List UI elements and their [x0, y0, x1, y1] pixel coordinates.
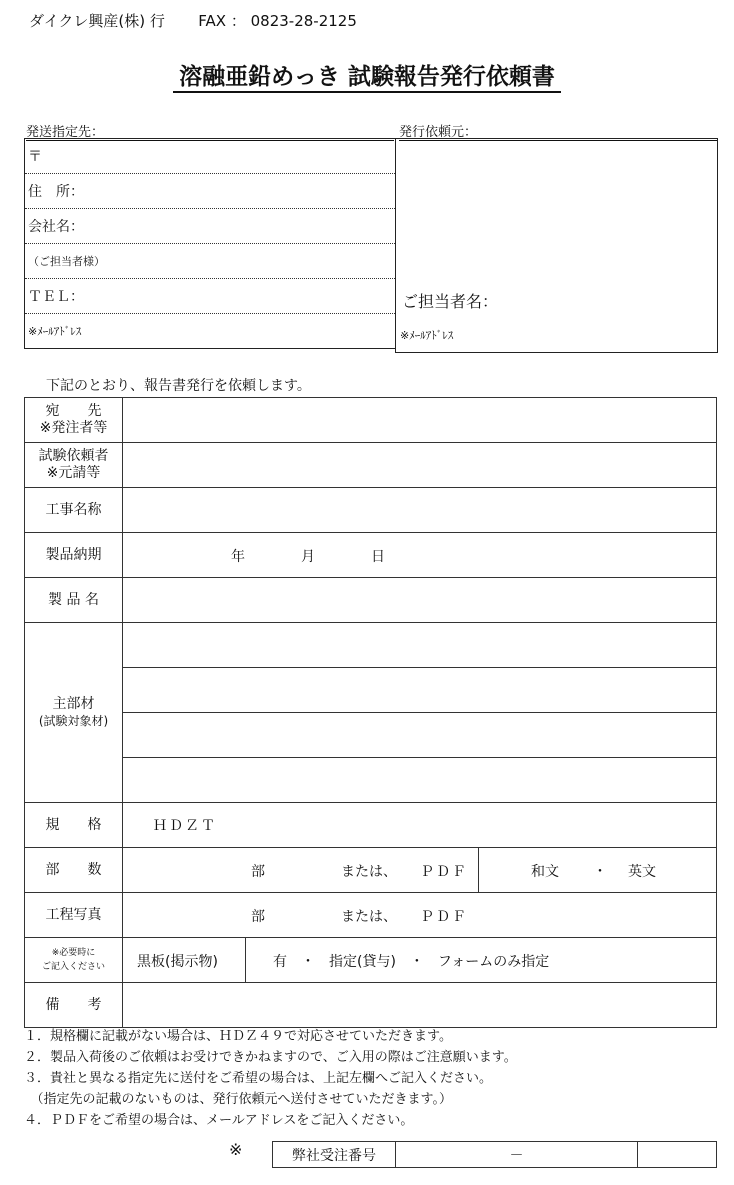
copies-input[interactable]: 部 または、 ＰＤＦ 和文 ・ 英文 [123, 848, 717, 893]
row-header-photo: 工程写真 [25, 893, 123, 938]
row-header-spec: 規 格 [25, 803, 123, 848]
note-item: ４．ＰＤＦをご希望の場合は、メールアドレスをご記入ください。 [24, 1113, 414, 1128]
fax-header [29, 10, 357, 31]
lang-en-option[interactable]: 英文 [628, 864, 656, 880]
project-input[interactable] [123, 488, 717, 533]
row-header-remarks: 備 考 [25, 983, 123, 1028]
board-input[interactable]: 黒板(掲示物) 有 ・ 指定(貸与) ・ フォームのみ指定 [123, 938, 717, 983]
row-header-main-member: 主部材 (試験対象材) [25, 623, 123, 803]
row-header-project: 工事名称 [25, 488, 123, 533]
address-to-input[interactable] [123, 398, 717, 443]
lang-jp-option[interactable]: 和文 [531, 864, 559, 880]
main-member-input-3[interactable] [123, 713, 717, 758]
request-table [24, 397, 717, 1028]
note-item: ２．製品入荷後のご依頼はお受けできかねますので、ご入用の際はご注意願います。 [24, 1050, 517, 1065]
row-header-delivery: 製品納期 [25, 533, 123, 578]
order-number-input[interactable]: － [396, 1142, 638, 1168]
tel-field[interactable]: ＴＥＬ： [25, 279, 396, 314]
delivery-input[interactable]: 年 月 日 [123, 533, 717, 578]
main-member-input-2[interactable] [123, 668, 717, 713]
recipient: ダイクレ興産(株) 行 [29, 12, 165, 30]
notes-list [24, 1026, 517, 1131]
issuer-box[interactable] [395, 138, 718, 353]
order-number-label: 弊社受注番号 [273, 1142, 396, 1168]
row-header-address-to: 宛 先 ※発注者等 [25, 398, 123, 443]
contact-person-field[interactable]: （ご担当者様） [25, 244, 396, 279]
fax-number: 0823-28-2125 [250, 12, 357, 30]
board-options[interactable]: 有 ・ 指定(貸与) ・ フォームのみ指定 [273, 954, 550, 970]
issuer-email: ※ﾒｰﾙｱﾄﾞﾚｽ [400, 329, 454, 342]
fax-label: FAX ： [198, 12, 246, 30]
order-number-suffix[interactable] [638, 1142, 717, 1168]
row-header-test-requester: 試験依頼者 ※元請等 [25, 443, 123, 488]
order-mark: ※ [229, 1140, 243, 1159]
product-input[interactable] [123, 578, 717, 623]
row-header-photo-note: ※必要時に ご記入ください [25, 938, 123, 983]
photo-input[interactable]: 部 または、 ＰＤＦ [123, 893, 717, 938]
remarks-input[interactable] [123, 983, 717, 1028]
intro-text: 下記のとおり、報告書発行を依頼します。 [46, 378, 311, 394]
main-member-input-4[interactable] [123, 758, 717, 803]
note-item: ３．貴社と異なる指定先に送付をご希望の場合は、上記左欄へご記入ください。 [24, 1071, 493, 1086]
postal-field[interactable]: 〒 [25, 139, 396, 174]
page-title: 溶融亜鉛めっき 試験報告発行依頼書 [0, 58, 734, 91]
row-header-copies: 部 数 [25, 848, 123, 893]
shipping-label: 発送指定先： [26, 121, 394, 141]
row-header-product: 製 品 名 [25, 578, 123, 623]
spec-input[interactable]: ＨＤＺＴ [123, 803, 717, 848]
note-item: （指定先の記載のないものは、発行依頼元へ送付させていただきます。） [24, 1092, 452, 1107]
order-number-table [272, 1141, 717, 1168]
note-item: １．規格欄に記載がない場合は、ＨＤＺ４９で対応させていただきます。 [24, 1029, 452, 1044]
issuer-label: 発行依頼元： [399, 121, 717, 141]
test-requester-input[interactable] [123, 443, 717, 488]
shipping-email-field[interactable]: ※ﾒｰﾙｱﾄﾞﾚｽ [28, 325, 82, 338]
issuer-person: ご担当者名： [402, 292, 499, 311]
shipping-box [24, 138, 396, 349]
main-member-input-1[interactable] [123, 623, 717, 668]
address-field[interactable]: 住 所： [25, 174, 396, 209]
company-field[interactable]: 会社名： [25, 209, 396, 244]
